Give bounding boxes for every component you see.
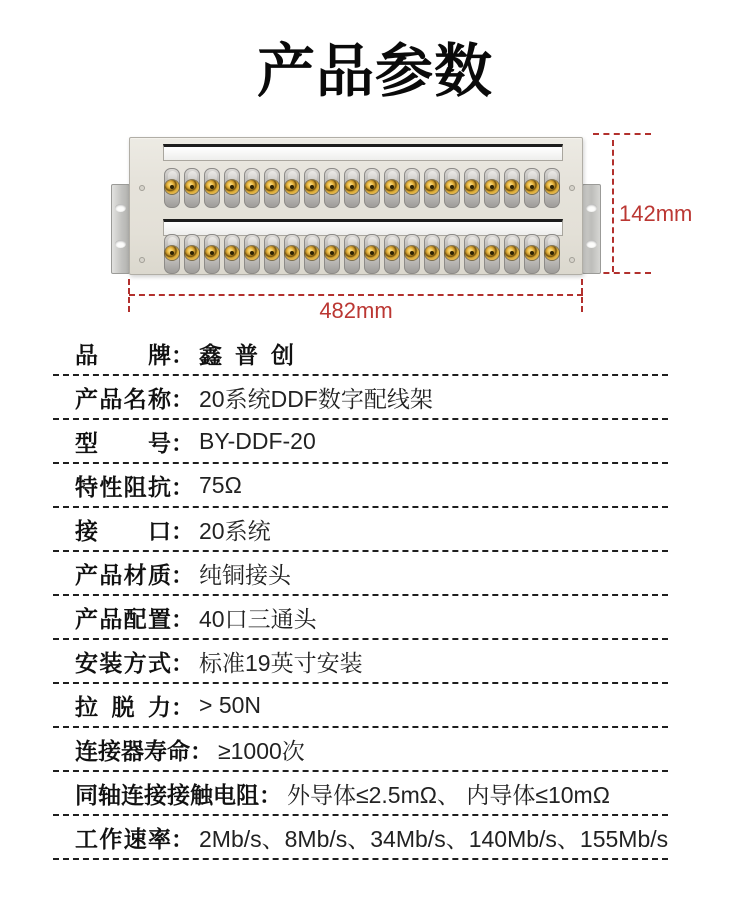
coax-port — [204, 168, 220, 208]
spec-value: 2Mb/s、8Mb/s、34Mb/s、140Mb/s、155Mb/s — [199, 825, 669, 852]
bnc-jack-icon — [385, 180, 399, 194]
dim-height-tick-bottom — [593, 272, 651, 274]
coax-port — [324, 168, 340, 208]
bnc-jack-icon — [285, 246, 299, 260]
bnc-jack-icon — [525, 246, 539, 260]
spec-label: 型号 — [75, 429, 171, 456]
bnc-jack-icon — [165, 180, 179, 194]
coax-port — [344, 168, 360, 208]
coax-port — [304, 168, 320, 208]
spec-row — [53, 332, 668, 376]
coax-port — [184, 234, 200, 274]
spec-label: 特性阻抗 — [75, 473, 171, 500]
coax-port — [404, 168, 420, 208]
spec-label: 产品配置 — [75, 605, 171, 632]
spec-label: 产品材质 — [75, 561, 171, 588]
bnc-jack-icon — [485, 246, 499, 260]
coax-port — [444, 168, 460, 208]
bnc-jack-icon — [225, 246, 239, 260]
spec-colon: ： — [259, 781, 282, 808]
coax-port — [244, 234, 260, 274]
mounting-ear-right — [582, 184, 601, 274]
coax-port — [384, 234, 400, 274]
product-figure — [0, 0, 750, 332]
coax-port — [164, 168, 180, 208]
spec-value: 标准19英寸安装 — [199, 649, 363, 676]
coax-port — [204, 234, 220, 274]
bnc-jack-icon — [465, 246, 479, 260]
spec-colon: ： — [171, 825, 194, 852]
spec-label: 接口 — [75, 517, 171, 544]
bnc-jack-icon — [385, 246, 399, 260]
coax-port — [164, 234, 180, 274]
mounting-ear-left — [111, 184, 130, 274]
coax-port — [304, 234, 320, 274]
coax-port — [184, 168, 200, 208]
spec-value: 外导体≤2.5mΩ、 内导体≤10mΩ — [287, 781, 610, 808]
spec-row — [53, 508, 668, 552]
bnc-jack-icon — [425, 180, 439, 194]
spec-colon: ： — [171, 473, 194, 500]
bnc-jack-icon — [445, 180, 459, 194]
coax-port — [384, 168, 400, 208]
coax-port — [544, 234, 560, 274]
coax-port — [484, 168, 500, 208]
coax-port — [544, 168, 560, 208]
spec-table — [53, 332, 668, 860]
coax-port — [244, 168, 260, 208]
bnc-jack-icon — [325, 180, 339, 194]
bnc-jack-icon — [305, 246, 319, 260]
dim-height-label: 142mm — [619, 201, 693, 226]
bnc-jack-icon — [345, 180, 359, 194]
bnc-jack-icon — [185, 180, 199, 194]
bnc-jack-icon — [245, 180, 259, 194]
spec-row — [53, 772, 668, 816]
bnc-jack-icon — [465, 180, 479, 194]
bnc-jack-icon — [205, 180, 219, 194]
port-row-bottom — [164, 234, 561, 274]
bnc-jack-icon — [185, 246, 199, 260]
coax-port — [224, 168, 240, 208]
dim-height-tick-top — [593, 133, 651, 135]
spec-colon: ： — [171, 429, 194, 456]
spec-colon: ： — [171, 561, 194, 588]
mounting-hole — [586, 204, 597, 212]
spec-value: 40口三通头 — [199, 605, 317, 632]
spec-value: 20系统DDF数字配线架 — [199, 385, 433, 412]
dim-width-line — [129, 294, 583, 296]
spec-colon: ： — [171, 693, 194, 720]
screw-icon — [569, 185, 575, 191]
spec-colon: ： — [171, 341, 194, 368]
spec-value: 鑫普创 — [199, 341, 307, 368]
bnc-jack-icon — [365, 180, 379, 194]
screw-icon — [139, 257, 145, 263]
spec-label: 品牌 — [75, 341, 171, 368]
spec-value: 75Ω — [199, 471, 242, 498]
coax-port — [504, 234, 520, 274]
bnc-jack-icon — [205, 246, 219, 260]
spec-colon: ： — [171, 649, 194, 676]
coax-port — [264, 168, 280, 208]
coax-port — [524, 168, 540, 208]
bnc-jack-icon — [245, 246, 259, 260]
coax-port — [424, 168, 440, 208]
mounting-hole — [115, 240, 126, 248]
bnc-jack-icon — [265, 246, 279, 260]
bnc-jack-icon — [365, 246, 379, 260]
coax-port — [424, 234, 440, 274]
spec-row — [53, 816, 668, 860]
coax-port — [504, 168, 520, 208]
spec-colon: ： — [171, 385, 194, 412]
bnc-jack-icon — [545, 180, 559, 194]
bnc-jack-icon — [405, 246, 419, 260]
spec-row — [53, 376, 668, 420]
coax-port — [224, 234, 240, 274]
coax-port — [324, 234, 340, 274]
coax-port — [344, 234, 360, 274]
mounting-hole — [586, 240, 597, 248]
coax-port — [464, 168, 480, 208]
bnc-jack-icon — [285, 180, 299, 194]
coax-port — [464, 234, 480, 274]
bnc-jack-icon — [225, 180, 239, 194]
spec-row — [53, 464, 668, 508]
mounting-hole — [115, 204, 126, 212]
spec-label: 产品名称 — [75, 385, 171, 412]
spec-value: 20系统 — [199, 517, 271, 544]
coax-port — [524, 234, 540, 274]
spec-colon: ： — [190, 737, 213, 764]
spec-label: 连接器寿命 — [75, 737, 190, 764]
label-strip-top — [163, 144, 563, 161]
bnc-jack-icon — [505, 246, 519, 260]
port-row-top — [164, 168, 561, 208]
bnc-jack-icon — [485, 180, 499, 194]
spec-value: 纯铜接头 — [199, 561, 291, 588]
bnc-jack-icon — [445, 246, 459, 260]
dim-width-label: 482mm — [319, 298, 393, 323]
spec-colon: ： — [171, 517, 194, 544]
bnc-jack-icon — [525, 180, 539, 194]
coax-port — [364, 234, 380, 274]
spec-row — [53, 552, 668, 596]
bnc-jack-icon — [325, 246, 339, 260]
coax-port — [284, 168, 300, 208]
spec-value: > 50N — [199, 691, 262, 718]
rack-panel — [129, 137, 583, 275]
spec-colon: ： — [171, 605, 194, 632]
spec-label: 同轴连接接触电阻 — [75, 781, 259, 808]
spec-row — [53, 728, 668, 772]
bnc-jack-icon — [405, 180, 419, 194]
bnc-jack-icon — [265, 180, 279, 194]
coax-port — [264, 234, 280, 274]
bnc-jack-icon — [305, 180, 319, 194]
spec-row — [53, 640, 668, 684]
dim-height-line — [612, 140, 614, 272]
screw-icon — [569, 257, 575, 263]
coax-port — [444, 234, 460, 274]
coax-port — [284, 234, 300, 274]
spec-value: ≥1000次 — [218, 737, 305, 764]
page-title: 产品参数 — [256, 39, 493, 104]
bnc-jack-icon — [425, 246, 439, 260]
spec-value: BY-DDF-20 — [199, 427, 316, 454]
bnc-jack-icon — [345, 246, 359, 260]
coax-port — [364, 168, 380, 208]
spec-row — [53, 684, 668, 728]
bnc-jack-icon — [165, 246, 179, 260]
bnc-jack-icon — [545, 246, 559, 260]
screw-icon — [139, 185, 145, 191]
spec-label: 拉脱力 — [75, 693, 171, 720]
spec-label: 工作速率 — [75, 825, 171, 852]
spec-row — [53, 420, 668, 464]
bnc-jack-icon — [505, 180, 519, 194]
coax-port — [484, 234, 500, 274]
coax-port — [404, 234, 420, 274]
spec-row — [53, 596, 668, 640]
spec-label: 安装方式 — [75, 649, 171, 676]
